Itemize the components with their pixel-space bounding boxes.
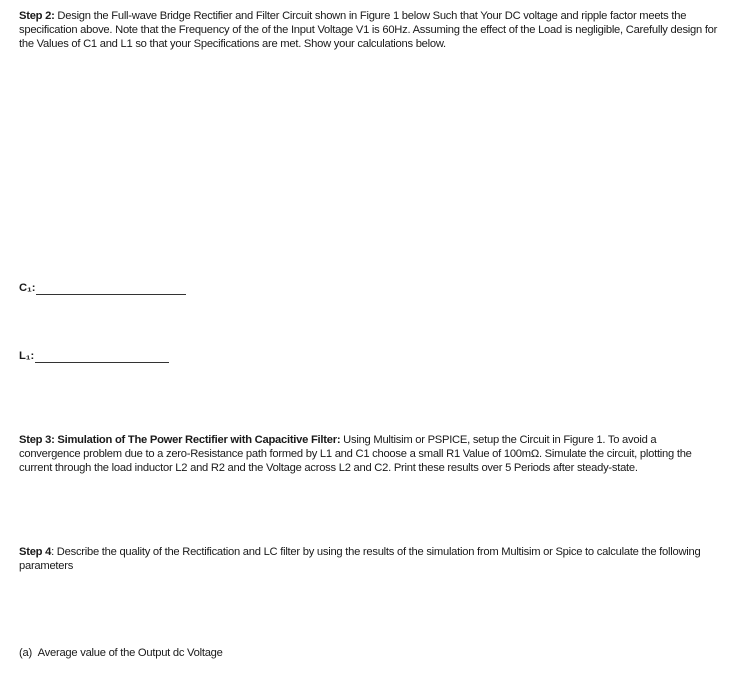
- step-3-body: Using Multisim or PSPICE, setup the Circuit in Figure 1. To avoid a convergence problem due to a zero-Resistance path formed by L1 and C1 choose a small R1 Value of 100mΩ. Simulate the circuit, plotting the current through the load inductor L2 and R2 and the Voltage across L2 and C2. Print these results over 5 Periods after steady-state.: [19, 434, 692, 474]
- item-marker: (a): [19, 647, 32, 659]
- l1-label: L₁:: [19, 350, 35, 362]
- step-3-paragraph: [19, 433, 719, 475]
- step-2-heading: Step 2:: [19, 10, 55, 22]
- l1-answer-line: [19, 349, 169, 363]
- step-4-heading: Step 4: [19, 546, 52, 558]
- l1-blank[interactable]: [35, 351, 169, 363]
- c1-blank[interactable]: [36, 283, 186, 295]
- step-2-paragraph: [19, 9, 719, 51]
- step-3-heading: Step 3: Simulation of The Power Rectifier with Capacitive Filter:: [19, 434, 341, 446]
- item-text: Average value of the Output dc Voltage: [37, 647, 223, 659]
- step-4-paragraph: [19, 545, 719, 573]
- c1-label: C₁:: [19, 282, 36, 294]
- list-item: [19, 646, 223, 660]
- c1-answer-line: [19, 281, 186, 295]
- step-2-body: Design the Full-wave Bridge Rectifier and Filter Circuit shown in Figure 1 below Such that Your DC voltage and ripple factor meets the specification above. Note that the Frequency of the of the Input Voltage V1 is 60Hz. Assuming the effect of the Load is negligible, Carefully design for the Values of C1 and L1 so that your Specifications are met. Show your calculations below.: [19, 10, 718, 50]
- step-4-body: : Describe the quality of the Rectification and LC filter by using the results of the simulation from Multisim or Spice to calculate the following parameters: [19, 546, 701, 572]
